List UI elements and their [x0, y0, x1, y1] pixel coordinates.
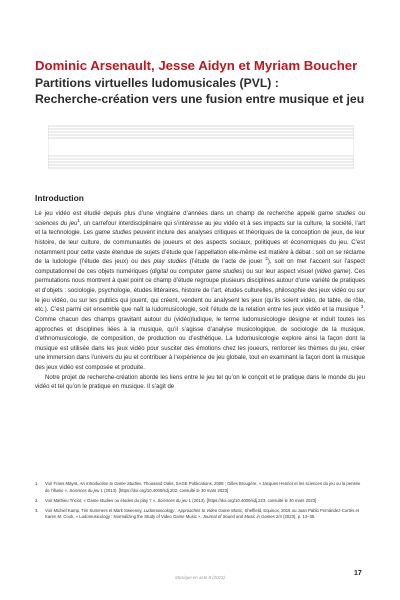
text-run: Voir Mathieu Triclot, « Game studies ou études du play ? »,: [45, 497, 158, 503]
text-run: , Sheffield, Equinox, 2016 ou Juan Pablo Fernández-Cortés et Karen M. Cook, « Ludomusicology : Normalizing the Study of Video Game Music »,: [45, 507, 360, 520]
footnote: [35, 508, 365, 521]
italic-text: sciences du jeu: [35, 220, 78, 227]
text-run: ) ou sur leur aspect visuel (: [242, 268, 317, 275]
text-run: , un carrefour interdisciplinaire qui s’intéresse au jeu vidéo et à ses impacts sur la culture, la société, l’art et la technologie. Les: [35, 220, 366, 237]
italic-text: Sciences du jeu: [157, 497, 188, 503]
paragraph-2: [35, 374, 365, 393]
text-run: ou: [167, 268, 179, 275]
footnote: [35, 498, 365, 505]
title-line-2: Recherche-création vers une fusion entre musique et jeu: [35, 92, 365, 106]
italic-text: game studies: [318, 211, 356, 217]
text-run: Voir Frans Mäyrä,: [45, 481, 80, 486]
footnote-number: 2.: [35, 497, 39, 503]
footnote-number: 1.: [35, 481, 39, 486]
text-run: jeux vidéo ou: [317, 288, 357, 294]
section-heading: Introduction: [35, 193, 84, 203]
title-line-1: Partitions virtuelles ludomusicales (PVL) :: [35, 76, 279, 90]
text-run: , Thousand Oaks, SAGE Publications, 2008 ; Gilles Brougère, « Jacques Henriot et les sciences du jeu ou la pensée de l’illusio »,: [45, 481, 361, 493]
footnote-text: [45, 481, 365, 494]
footnote-reference: 2: [265, 256, 268, 262]
italic-text: Sciences du jeu: [69, 487, 100, 493]
text-run: 2/4 (2023), p. 13–35.: [274, 514, 316, 520]
footnote-number: 3.: [35, 507, 39, 513]
paragraph-1: [35, 210, 365, 374]
footnote-reference: 1: [77, 217, 80, 223]
article-title: [35, 75, 380, 107]
italic-text: game studies: [95, 230, 132, 237]
italic-text: Journal of Sound and Music in Games: [202, 514, 275, 520]
text-run: 1 (2013). [https://doi.org/10.4000/sdj.202, consulté le 30 mars 2023]: [99, 487, 229, 493]
running-footer: Musique en acte 8 (2023): [175, 575, 225, 580]
footnote: [35, 481, 365, 494]
italic-text: des: [307, 288, 318, 294]
footnote-text: [45, 498, 365, 505]
text-run: Notre projet de recherche-création aborde les liens entre le jeu tel qu’on le conçoit et le pratique dans le monde du jeu vidéo et tel qu’on le pratique en musique. Il s’agit de: [35, 374, 365, 391]
page-number: 17: [354, 570, 362, 577]
italic-text: computer game studies: [178, 268, 243, 275]
italic-text: sur: [356, 288, 365, 294]
footnotes: [35, 481, 365, 524]
body-text: [35, 210, 365, 393]
music-staff-illustration: [48, 117, 354, 177]
text-run: 1 (2013). [https://doi.org/10.4000/sdj.223, consulté le 30 mars 2023]: [187, 497, 317, 503]
italic-text: video game: [316, 268, 349, 275]
footnote-reference: 3: [360, 304, 364, 310]
italic-text: Ludomusicology : Approaches to Video Game Music: [143, 507, 243, 513]
text-run: ). Ces permutations nous montrent à quel point ce champ d’étude regroupe plusieurs disciplines autour d’une variété de pratiques et d’objets : sociologie, psychologie, études littéraires, histoire de l’art, études culturelles, philosophie: [35, 268, 366, 294]
text-run: ou: [355, 211, 365, 217]
italic-text: digital: [152, 268, 168, 275]
italic-text: play studies: [153, 259, 187, 266]
authors: Dominic Arsenault, Jesse Aidyn et Myriam Boucher: [35, 58, 358, 73]
text-run: Le jeu vidéo est étudié depuis plus d’une vingtaine d’années dans un champ de recherche appelé: [35, 211, 319, 217]
text-run: peuvent inclure des analyses critiques et théoriques de la conception de jeux, de leur histoire, de leur culture, de communautés de joueurs et des aspects sociaux, politiques et économiques du jeu. C’est notamment pour cette vaste étendue de sujets d’étude que l’appellation elle-même est matière à débat : soit on se réclame de la ludologie (l’étude des jeux) ou des: [35, 230, 365, 266]
footnote-text: [45, 508, 365, 521]
italic-text: An Introduction to Game Studies: [79, 481, 142, 486]
text-run: (l’étude de l’acte de jouer: [186, 259, 266, 266]
text-run: . Comme chacun des champs gravitant autour du (vidéo)ludique, le terme ludomusicologie désigne et induit toutes les approches et disciplines liées à la musique, qu’il s’agisse d’analyse musicologique, de sociologie de la musique, d’ethnomusicologie, de composition, de production ou d’esthétique. La ludomusicologie explore ainsi la façon dont la musique est utilisée dans les jeux vidéo pour susciter des émotions chez les joueurs, renforcer les thèmes du jeu, créer une immersion dans l’univers du jeu et contribuer à l’expérience de jeu globale, tout en examinant la façon dont la musique des jeux vidéo est composée et produite.: [35, 307, 365, 371]
text-run: Voir Michiel Kamp, Tim Summers et Mark Sweeney,: [45, 507, 144, 513]
text-run: le jeu vidéo, ou sur les publics qui jouent, qui créent, vendent ou analysent les jeux (qu’ils soient vidéo, de table, de rôle, etc.). C’est parmi cet ensemble que naît la ludomusicologie, soit l’étude de la relation entre les jeux vidéo et la musique: [35, 297, 365, 314]
text-run: ), soit on met l’accent sur l’aspect computationnel de ces objets numériques (: [35, 259, 365, 275]
